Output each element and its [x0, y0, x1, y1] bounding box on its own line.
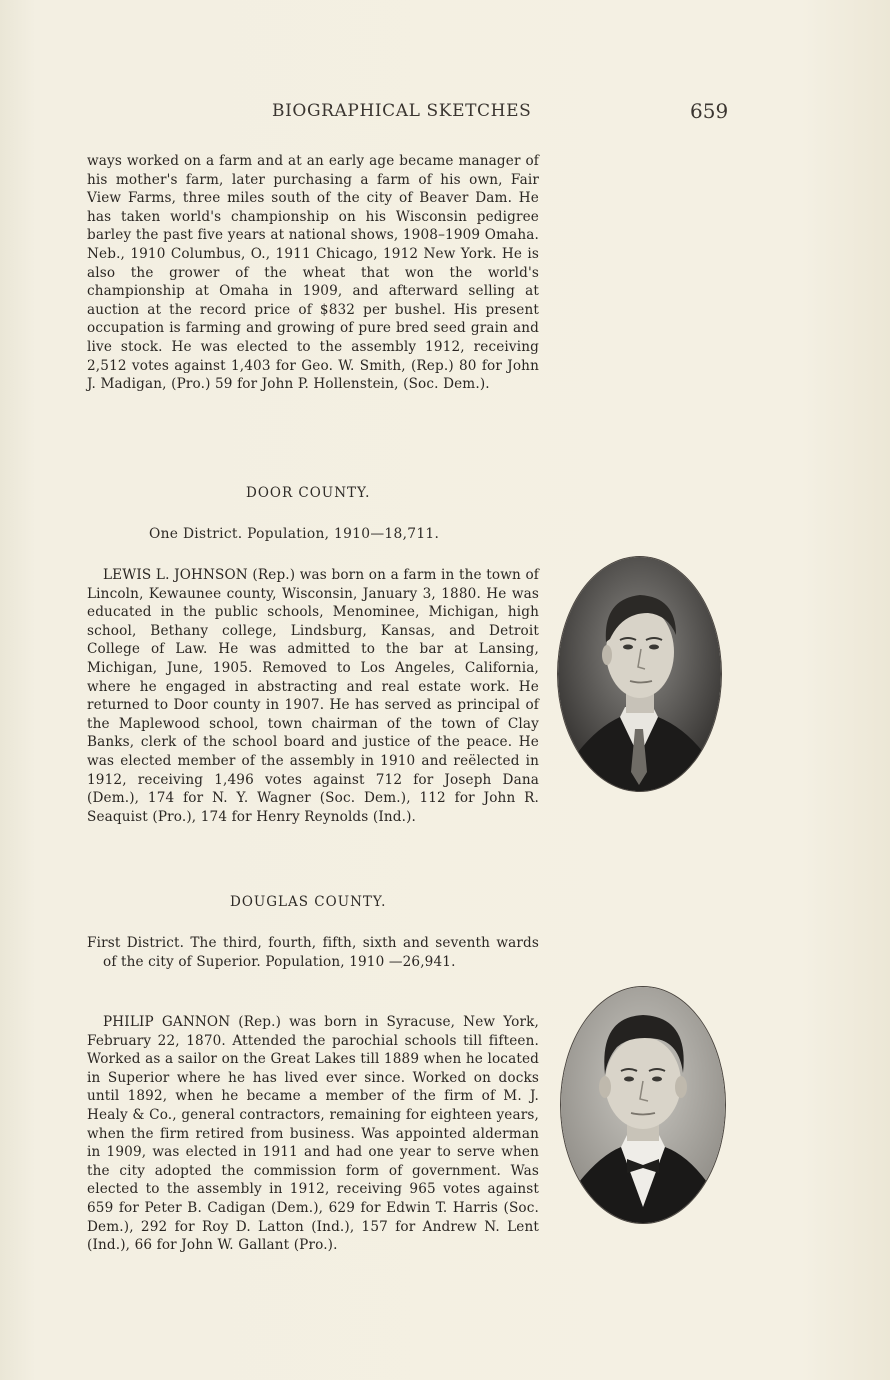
- gannon-bio: [87, 1013, 539, 1255]
- continuation-text: ways worked on a farm and at an early age became manager of his mother's farm, later purchasing a farm of his own, Fair View Farms, three miles south of the city of Beaver Dam. He has taken world's championship on his Wisconsin pedigree barley the past five years at national shows, 1908–1909 Omaha. Neb., 1910 Columbus, O., 1911 Chicago, 1912 New York. He is also the grower of the wheat that won the world's championship at Omaha in 1909, and afterward selling at auction at the record price of $832 per bushel. His present occupation is farming and growing of pure bred seed grain and live stock. He was elected to the assembly 1912, receiving 2,512 votes against 1,403 for Geo. W. Smith, (Rep.) 80 for John J. Madigan, (Pro.) 59 for John P. Hollenstein, (Soc. Dem.).: [87, 153, 539, 393]
- continuation-paragraph: [87, 152, 539, 394]
- page-number: 659: [690, 99, 729, 123]
- douglas-district-line: First District. The third, fourth, fifth, sixth and seventh wards of the city of Superior. Population, 1910 —26,941.: [87, 935, 539, 970]
- douglas-county-heading: DOUGLAS COUNTY.: [230, 894, 387, 910]
- door-district-line: One District. Population, 1910—18,711.: [149, 526, 440, 542]
- portrait-photo-icon: [561, 987, 725, 1223]
- johnson-bio: [87, 566, 539, 826]
- gannon-bio-text: PHILIP GANNON (Rep.) was born in Syracuse, New York, February 22, 1870. Attended the parochial schools till fifteen. Worked as a sailor on the Great Lakes till 1889 when he located in Superior where he has lived ever since. Worked on docks until 1892, when he became a member of the firm of M. J. Healy & Co., general contractors, remaining for eighteen years, when the firm retired from business. Was appointed alderman in 1909, was elected in 1911 and had one year to serve when the city adopted the commission form of government. Was elected to the assembly in 1912, receiving 965 votes against 659 for Peter B. Cadigan (Dem.), 629 for Edwin T. Harris (Soc. Dem.), 292 for Roy D. Latton (Ind.), 157 for Andrew N. Lent (Ind.), 66 for John W. Gallant (Pro.).: [87, 1014, 539, 1254]
- portrait-lewis-johnson: [557, 556, 722, 792]
- portrait-philip-gannon: [560, 986, 726, 1224]
- johnson-bio-text: LEWIS L. JOHNSON (Rep.) was born on a farm in the town of Lincoln, Kewaunee county, Wisconsin, January 3, 1880. He was educated in the public schools, Menominee, Michigan, high school, Bethany college, Lindsburg, Kansas, and Detroit College of Law. He was admitted to the bar at Lansing, Michigan, June, 1905. Removed to Los Angeles, California, where he engaged in abstracting and real estate work. He returned to Door county in 1907. He has served as principal of the Maplewood school, town chairman of the town of Clay Banks, clerk of the school board and justice of the peace. He was elected member of the assembly in 1910 and reëlected in 1912, receiving 1,496 votes against 712 for Joseph Dana (Dem.), 174 for N. Y. Wagner (Soc. Dem.), 112 for John R. Seaquist (Pro.), 174 for Henry Reynolds (Ind.).: [87, 567, 539, 825]
- running-head: BIOGRAPHICAL SKETCHES: [272, 101, 532, 121]
- door-county-heading: DOOR COUNTY.: [246, 485, 371, 501]
- portrait-photo-icon: [558, 557, 721, 791]
- douglas-district-block: [87, 934, 539, 971]
